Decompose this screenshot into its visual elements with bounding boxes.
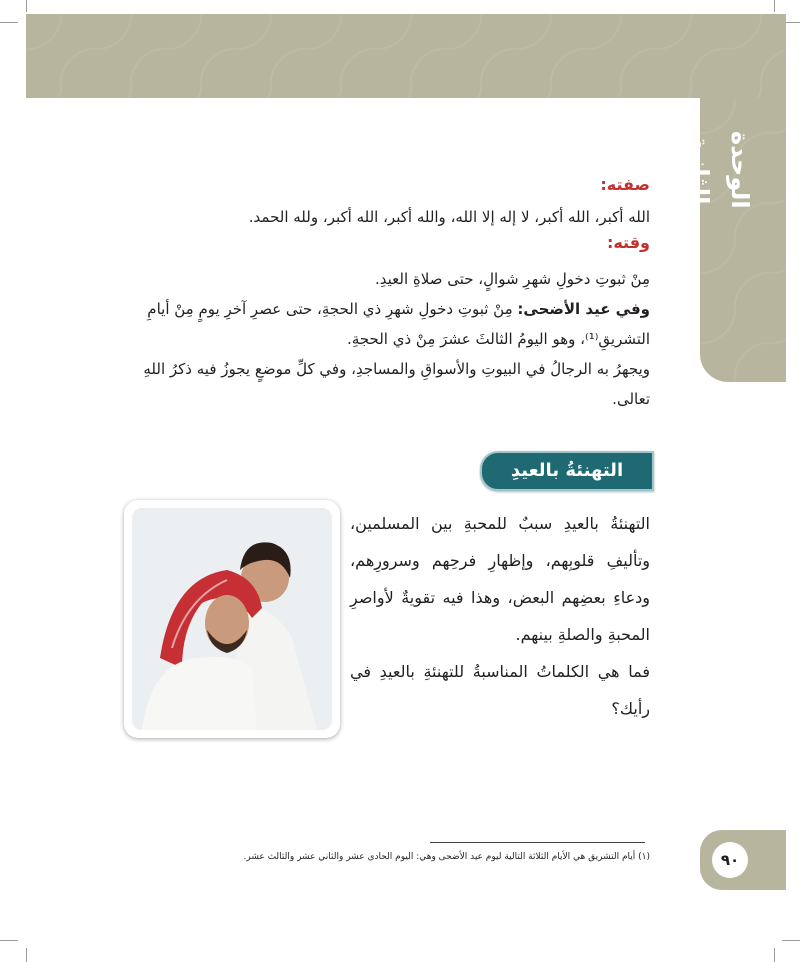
crop-mark (774, 948, 775, 962)
eid-photo (132, 508, 332, 730)
congrats-question: فما هي الكلماتُ المناسبةُ للتهنئةِ بالعيدِ في رأيك؟ (350, 662, 650, 718)
description-heading: صفته: (600, 175, 650, 194)
header-band (26, 14, 786, 98)
timing-adha-text: مِنْ ثبوتِ دخولِ شهرِ ذي الحجةِ، حتى عصرِ آخرِ يومٍ مِنْ أيامِ التشريقِ⁽¹⁾، وهو اليومُ الثالثَ عشرَ مِنْ ذي الحجةِ. (147, 300, 650, 348)
crop-mark (782, 940, 800, 941)
section-banner: التهنئةُ بالعيدِ (480, 451, 654, 491)
crop-mark (26, 0, 27, 12)
crop-mark (26, 948, 27, 962)
footnote-divider (430, 842, 645, 843)
crop-mark (0, 940, 18, 941)
congrats-body: التهنئةُ بالعيدِ سببٌ للمحبةِ بين المسلمين، وتأليفِ قلوبِهم، وإظهارِ فرحِهم وسرورِهم، ودعاءِ بعضِهم البعض، وهذا فيه تقويةٌ لأواصرِ المحبةِ والصلةِ بينهم. (350, 514, 650, 644)
timing-adha (140, 294, 650, 354)
footnote: (١) أيام التشريق هي الأيام الثلاثة التالية ليوم عيد الأضحى وهي: اليوم الحادي عشر والثاني عشر والثالث عشر. (243, 852, 650, 862)
timing-fitr: مِنْ ثبوتِ دخولِ شهرِ شوالٍ، حتى صلاةِ العيدِ. (375, 270, 650, 288)
eid-photo-frame (124, 500, 340, 738)
crop-mark (774, 0, 775, 12)
timing-adha-label: وفي عيد الأضحى: (517, 300, 650, 318)
congrats-paragraph (350, 505, 650, 727)
timing-heading: وقته: (606, 233, 650, 252)
father-son-illustration (132, 508, 332, 730)
main-text-block (140, 174, 650, 414)
unit-title: الوحدة الثانية (686, 131, 754, 209)
takbir-where: ويجهرُ به الرجالُ في البيوتِ والأسواقِ والمساجدِ، وفي كلِّ موضعٍ يجوزُ فيه ذكرُ اللهِ تعالى. (143, 360, 650, 408)
description-text: الله أكبر، الله أكبر، لا إله إلا الله، والله أكبر، الله أكبر، ولله الحمد. (248, 208, 650, 226)
crop-mark (0, 22, 18, 23)
page-number: ٩٠ (712, 842, 748, 878)
